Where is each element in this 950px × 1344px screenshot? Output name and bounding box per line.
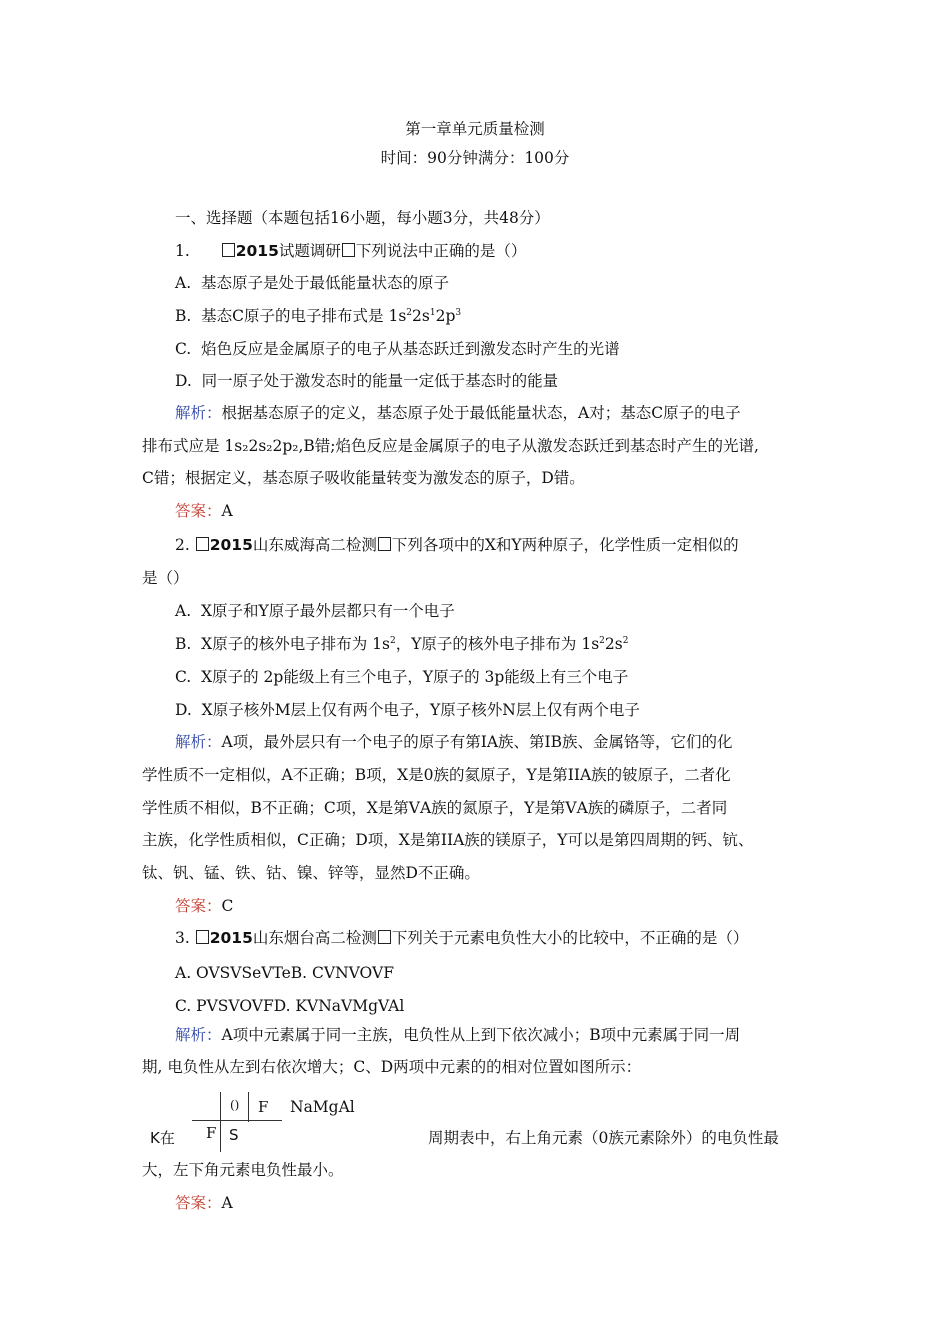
question-2-stem-cont: 是（） — [142, 569, 189, 587]
question-1-stem — [175, 240, 526, 262]
question-3-stem: 3. 2015山东烟台高二检测 下列关于元素电负性大小的比较中，不正确的是（） — [175, 929, 749, 947]
analysis-line: 排布式应是 1s₂2s₂2p₂,B错;焰色反应是金属原子的电子从激发态跃迁到基态时产生的光谱, — [142, 437, 759, 455]
bracket-box-icon — [196, 930, 209, 944]
analysis-line: 周期表中，右上角元素（0族元素除外）的电负性最 — [428, 1129, 779, 1147]
answer-label: 答案： — [175, 897, 222, 915]
analysis-line: 学性质不相似，B不正确；C项，X是第ⅤA族的氮原子，Y是第ⅤA族的磷原子，二者同 — [142, 799, 728, 817]
bracket-box-icon — [222, 243, 235, 257]
section-heading: 一、选择题（本题包括16小题，每小题3分，共48分） — [175, 209, 550, 227]
analysis-label: 解析： — [175, 733, 222, 751]
option-ab: A. OVSVSeVTeB. CVNVOVF — [175, 964, 394, 982]
analysis-line: 钛、钒、锰、铁、钴、镍、锌等，显然D不正确。 — [142, 864, 480, 882]
analysis-line: 解析：A项中元素属于同一主族，电负性从上到下依次减小；B项中元素属于同一周 — [175, 1026, 741, 1044]
option-c: C. 焰色反应是金属原子的电子从基态跃迁到激发态时产生的光谱 — [175, 340, 620, 358]
option-a: A. X原子和Y原子最外层都只有一个电子 — [175, 602, 455, 620]
grid-cell: F — [258, 1098, 269, 1116]
answer-line: 答案：C — [175, 897, 234, 915]
option-cd: C. PVSVOVFD. KVNaVMgVAl — [175, 997, 405, 1015]
k-label: K在 — [150, 1129, 175, 1147]
analysis-line: 大，左下角元素电负性最小。 — [142, 1161, 344, 1179]
analysis-label: 解析： — [175, 404, 222, 422]
answer-line: 答案：A — [175, 502, 233, 520]
analysis-line: 主族，化学性质相似，C正确；D项，X是第IIA族的镁原子，Y可以是第四周期的钙、钪、 — [142, 831, 754, 849]
bracket-box-icon — [378, 930, 391, 944]
option-c: C. X原子的 2p能级上有三个电子，Y原子的 3p能级上有三个电子 — [175, 668, 629, 686]
grid-side-label: NaMgAl — [290, 1098, 355, 1116]
analysis-line: 期, 电负性从左到右依次增大；C、D两项中元素的的相对位置如图所示： — [142, 1058, 642, 1076]
option-b: B. X原子的核外电子排布为 $1s^2$，Y原子的核外电子排布为 $1s^22s^2$ — [175, 635, 629, 653]
page-title: 第一章单元质量检测 — [405, 120, 545, 138]
analysis-line: 解析：A项，最外层只有一个电子的原子有第ⅠA族、第ⅠB族、金属铬等，它们的化 — [175, 733, 733, 751]
answer-label: 答案： — [175, 1194, 222, 1212]
question-number: 1. — [175, 242, 190, 260]
analysis-label: 解析： — [175, 1026, 222, 1044]
option-b: B. 基态C原子的电子排布式是 $1s^22s^12p^3$ — [175, 307, 462, 325]
page-subtitle: 时间：90分钟满分：100分 — [380, 149, 570, 167]
analysis-line: C错；根据定义，基态原子吸收能量转变为激发态的原子，D错。 — [142, 469, 585, 487]
question-source-year: 2015 — [235, 242, 279, 260]
analysis-line: 解析：根据基态原子的定义，基态原子处于最低能量状态，A对；基态C原子的电子 — [175, 404, 741, 422]
periodic-position-grid — [192, 1092, 282, 1152]
analysis-line: 学性质不一定相似，A不正确；B项，X是0族的氦原子，Y是第IIA族的铍原子，二者化 — [142, 766, 731, 784]
bracket-box-icon — [196, 537, 209, 551]
bracket-box-icon — [378, 537, 391, 551]
bracket-box-icon — [342, 243, 355, 257]
answer-line: 答案：A — [175, 1194, 233, 1212]
question-source: 试题调研 — [278, 242, 341, 260]
option-d: D. X原子核外M层上仅有两个电子，Y原子核外N层上仅有两个电子 — [175, 701, 640, 719]
grid-cell: () — [230, 1098, 240, 1112]
question-text: 下列说法中正确的是（） — [355, 242, 527, 260]
question-2-stem: 2. 2015山东威海高二检测 下列各项中的X和Y两种原子，化学性质一定相似的 — [175, 536, 739, 554]
grid-cell: F — [206, 1124, 217, 1142]
option-a: A. 基态原子是处于最低能量状态的原子 — [175, 274, 449, 292]
answer-label: 答案： — [175, 502, 222, 520]
grid-cell: S — [229, 1126, 239, 1144]
option-d: D. 同一原子处于激发态时的能量一定低于基态时的能量 — [175, 372, 559, 390]
